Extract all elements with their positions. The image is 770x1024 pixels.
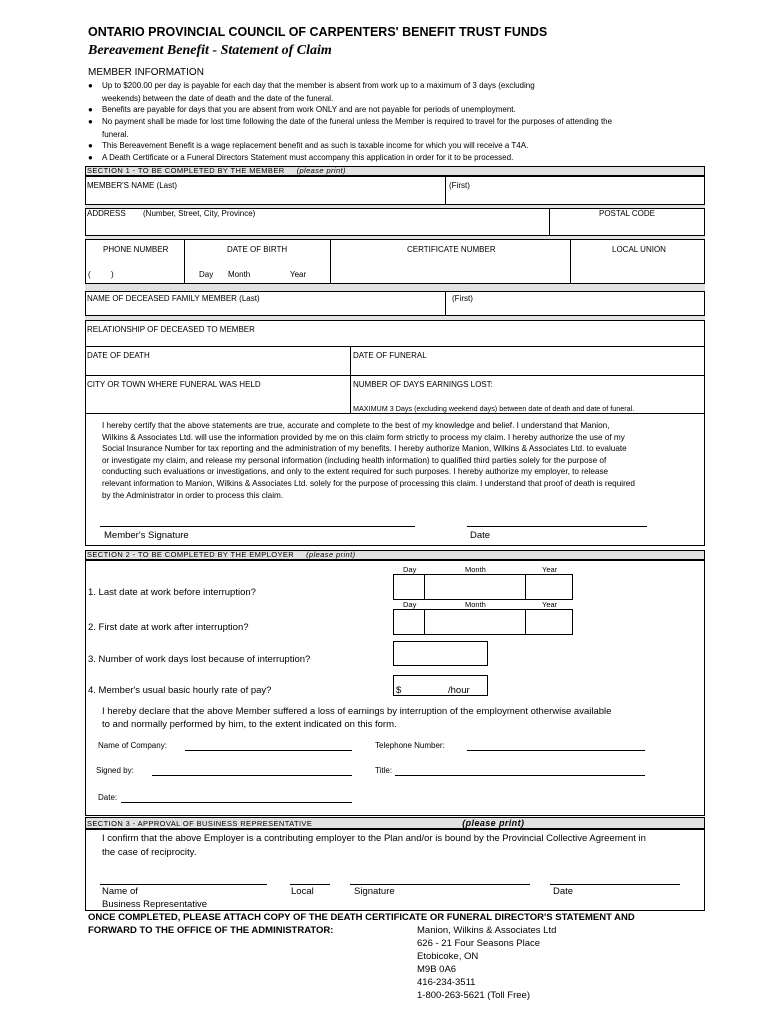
employer-date-label: Date: (98, 793, 118, 802)
title-label: Title: (375, 766, 393, 775)
admin-phone: 416-234-3511 (417, 977, 476, 988)
address-hint: (Number, Street, City, Province) (143, 209, 256, 218)
q1-month-label: Month (465, 565, 486, 574)
dollar-sign: $ (396, 685, 402, 696)
employer-date-line[interactable] (121, 802, 352, 803)
company-name-line[interactable] (185, 750, 352, 751)
admin-address-street: 626 - 21 Four Seasons Place (417, 938, 541, 949)
rep-signature-label: Signature (354, 886, 395, 897)
relationship-label: RELATIONSHIP OF DECEASED TO MEMBER (87, 325, 255, 334)
company-name-label: Name of Company: (98, 741, 167, 750)
section1-bar: SECTION 1 - TO BE COMPLETED BY THE MEMBER (please print) (85, 166, 705, 176)
rep-date-line[interactable] (550, 884, 680, 885)
phone-paren-open: ( (88, 270, 91, 279)
member-date-label: Date (470, 530, 491, 541)
admin-address-city: Etobicoke, ON (417, 951, 479, 962)
footer-instruction-line1: ONCE COMPLETED, PLEASE ATTACH COPY OF THE DEATH CERTIFICATE OR FUNERAL DIRECTOR'S STATEMENT AND (88, 912, 635, 923)
date-of-death-label: DATE OF DEATH (87, 351, 150, 360)
member-first-name-label: (First) (449, 181, 470, 190)
q2-year-label: Year (542, 600, 558, 609)
q3-days-box[interactable] (393, 641, 488, 666)
member-signature-line[interactable] (100, 526, 415, 527)
date-of-funeral-label: DATE OF FUNERAL (353, 351, 427, 360)
q1-date-box[interactable] (393, 574, 573, 600)
rep-name-line[interactable] (100, 884, 267, 885)
q1-label: 1. Last date at work before interruption? (88, 587, 256, 598)
dob-day-label: Day (199, 270, 214, 279)
q2-month-label: Month (465, 600, 486, 609)
q1-year-label: Year (542, 565, 558, 574)
telephone-line[interactable] (467, 750, 645, 751)
rep-title-label: Business Representative (102, 899, 208, 910)
max-days-note: MAXIMUM 3 Days (excluding weekend days) between date of death and date of funeral. (353, 404, 635, 413)
bullet-item: ● No payment shall be made for lost time following the date of the funeral unless the Member is required to travel for the purposes of attending the (88, 117, 613, 126)
certificate-number-label: CERTIFICATE NUMBER (407, 245, 496, 254)
bullet-continuation: funeral. (102, 130, 129, 139)
q4-label: 4. Member's usual basic hourly rate of pay? (88, 685, 272, 696)
postal-code-label: POSTAL CODE (599, 209, 656, 218)
form-subtitle: Bereavement Benefit - Statement of Claim (88, 43, 332, 58)
telephone-label: Telephone Number: (375, 741, 445, 750)
dob-month-label: Month (228, 270, 251, 279)
q4-rate-box[interactable] (393, 675, 488, 696)
member-last-name-label: MEMBER'S NAME (Last) (87, 181, 177, 190)
rep-signature-line[interactable] (350, 884, 530, 885)
member-signature-label: Member's Signature (104, 530, 189, 541)
dob-year-label: Year (290, 270, 307, 279)
bullet-item: ● A Death Certificate or a Funeral Directors Statement must accompany this application in order for it to be processed. (88, 153, 514, 162)
member-info-heading: MEMBER INFORMATION (88, 67, 204, 78)
spacer-row (85, 283, 705, 291)
rep-name-label: Name of (102, 886, 138, 897)
funeral-city-label: CITY OR TOWN WHERE FUNERAL WAS HELD (87, 380, 261, 389)
q1-day-label: Day (403, 565, 417, 574)
admin-address-name: Manion, Wilkins & Associates Ltd (417, 925, 557, 936)
rep-local-label: Local (291, 886, 314, 897)
q2-label: 2. First date at work after interruption? (88, 622, 249, 633)
date-of-birth-label: DATE OF BIRTH (227, 245, 288, 254)
representative-confirmation: I confirm that the above Employer is a contributing employer to the Plan and/or is bound by the Provincial Collective Agreement in the case of reciprocity. (102, 833, 646, 858)
q3-label: 3. Number of work days lost because of interruption? (88, 654, 311, 665)
bullet-item: ● This Bereavement Benefit is a wage replacement benefit and as such is taxable income for which you will receive a T4A. (88, 141, 529, 150)
admin-address-postal: M9B 0A6 (417, 964, 457, 975)
bullet-continuation: weekends) between the date of death and the date of the funeral. (102, 94, 334, 103)
phone-number-label: PHONE NUMBER (103, 245, 169, 254)
bullet-item: ● Benefits are payable for days that you are absent from work ONLY and are not payable for periods of unemployment. (88, 105, 516, 114)
local-union-label: LOCAL UNION (612, 245, 666, 254)
address-label: ADDRESS (87, 209, 126, 218)
section3-bar: SECTION 3 - APPROVAL OF BUSINESS REPRESENTATIVE (please print) (85, 817, 705, 829)
phone-paren-close: ) (111, 270, 114, 279)
section2-bar: SECTION 2 - TO BE COMPLETED BY THE EMPLOYER (please print) (85, 550, 705, 560)
q2-date-box[interactable] (393, 609, 573, 635)
employer-declaration: I hereby declare that the above Member suffered a loss of earnings by interruption of the employment otherwise available to and normally performed by him, to the extent indicated on this form. (102, 706, 612, 730)
admin-toll-free: 1-800-263-5621 (Toll Free) (417, 990, 531, 1001)
deceased-first-name-label: (First) (452, 294, 473, 303)
deceased-last-name-label: NAME OF DECEASED FAMILY MEMBER (Last) (87, 294, 260, 303)
certification-paragraph: I hereby certify that the above statements are true, accurate and complete to the best of my knowledge and belief. I understand that Manion, Wilkins & Associates Ltd. will use the information provided by me on this claim form strictly to process my claim. I hereby authorize the use of my Social Insurance Number for tax reporting and the administration of my benefits. I hereby authorize Manion, Wilkins & Associates Ltd. to evaluate or investigate my claim, and release my personal information (including health information) to qualified third parties solely for the purpose of conducting such evaluations or investigations, and only to the extent required for such purposes. I hereby authorize my employer, to release relevant information to Manion, Wilkins & Associates Ltd. solely for the purpose of processing this claim. I understand that proof of death is required by the Administrator in order to process this claim. (102, 421, 635, 500)
title-line[interactable] (395, 775, 645, 776)
signed-by-label: Signed by: (96, 766, 134, 775)
signed-by-line[interactable] (152, 775, 352, 776)
days-lost-label: NUMBER OF DAYS EARNINGS LOST: (353, 380, 493, 389)
q2-day-label: Day (403, 600, 417, 609)
form-title: ONTARIO PROVINCIAL COUNCIL OF CARPENTERS' BENEFIT TRUST FUNDS (88, 25, 548, 39)
rep-local-line[interactable] (290, 884, 330, 885)
member-date-line[interactable] (467, 526, 647, 527)
per-hour-label: /hour (448, 685, 470, 696)
bullet-item: ● Up to $200.00 per day is payable for each day that the member is absent from work up to a maximum of 3 days (excluding (88, 81, 535, 90)
footer-instruction-line2: FORWARD TO THE OFFICE OF THE ADMINISTRATOR: (88, 925, 334, 936)
rep-date-label: Date (553, 886, 574, 897)
